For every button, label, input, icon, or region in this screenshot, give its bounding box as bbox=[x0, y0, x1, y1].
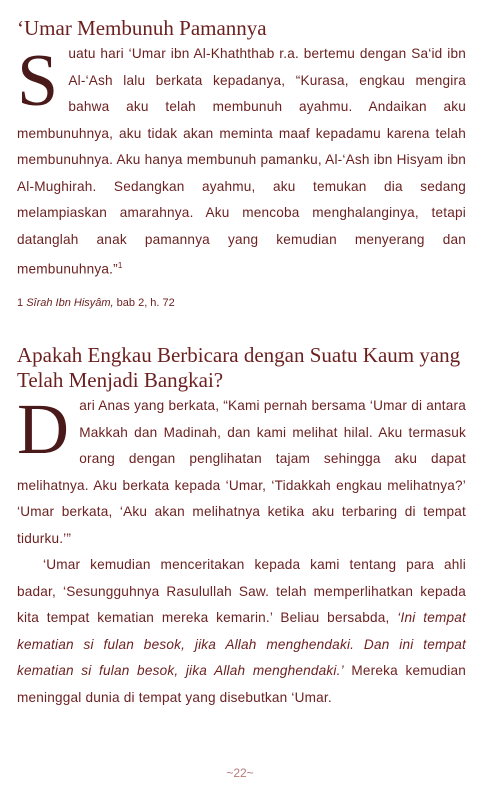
section2-paragraph2 bbox=[17, 552, 466, 711]
footnote bbox=[17, 297, 466, 309]
footnote-marker: 1 bbox=[117, 261, 123, 270]
section2-first-line: ari Anas yang berkata, “Kami pernah bersama ‘Umar bbox=[79, 398, 408, 414]
section-heading-apakah-engkau-berbicara: Apakah Engkau Berbicara dengan Suatu Kaum yang Telah Menjadi Bangkai? bbox=[17, 343, 461, 393]
dropcap-d: D bbox=[17, 389, 70, 470]
section2-body: di antara Makkah dan Madinah, dan kami melihat hilal. Aku termasuk orang dengan penglihatan tajam sehingga aku dapat melihatnya. Aku berkata kepada ‘Umar, ‘Tidakkah engkau melihatnya?’ ‘Umar berkata, ‘Aku akan melihatnya ketika aku terbaring di tempat tidurku.’” bbox=[17, 398, 466, 546]
section1-first-line: uatu hari ‘Umar ibn Al-Khaththab r.a. bertemu dengan bbox=[68, 46, 407, 61]
section2-paragraph1 bbox=[17, 389, 466, 552]
page bbox=[17, 10, 466, 711]
page-number: ~22~ bbox=[226, 766, 254, 780]
dropcap-s: S bbox=[17, 40, 59, 122]
footnote-title: Sîrah Ibn Hisyâm, bbox=[26, 297, 114, 310]
section2-para2-end: Mereka kemudian meninggal dunia di tempat yang disebutkan ‘Umar. bbox=[17, 663, 466, 705]
footnote-rest: bab 2, h. 72 bbox=[116, 297, 175, 310]
footnote-number: 1 bbox=[17, 297, 24, 310]
section2-para2-italic: ‘Ini tempat kematian si fulan besok, jika Allah menghendaki. Dan ini tempat kematian si fulan besok, jika Allah menghendaki.’ bbox=[17, 610, 466, 679]
section1-paragraph bbox=[17, 41, 466, 283]
section2-para2-start: ‘Umar kemudian menceritakan kepada kami tentang para ahli badar, ‘Sesungguhnya Rasulullah Saw. telah memperlihatkan kepada kita tempat kematian mereka kemarin.’ Beliau bersabda, bbox=[17, 557, 466, 626]
section-heading-umar-membunuh-pamannya: ‘Umar Membunuh Pamannya bbox=[17, 16, 267, 40]
section1-body: Sa‘id ibn Al-‘Ash lalu berkata kepadanya, “Kurasa, engkau mengira bahwa aku telah membunuh ayahmu. Andaikan aku membunuhnya, aku tidak akan meminta maaf kepadamu karena telah membunuhnya. Aku hanya membunuh pamanku, Al-‘Ash ibn Hisyam ibn Al-Mughirah. Sedangkan ayahmu, aku temukan dia sedang melampiaskan amarahnya. Aku mencoba menghalanginya, tetapi datanglah anak pamannya yang kemudian menyerang dan membunuhnya.” bbox=[17, 46, 466, 277]
